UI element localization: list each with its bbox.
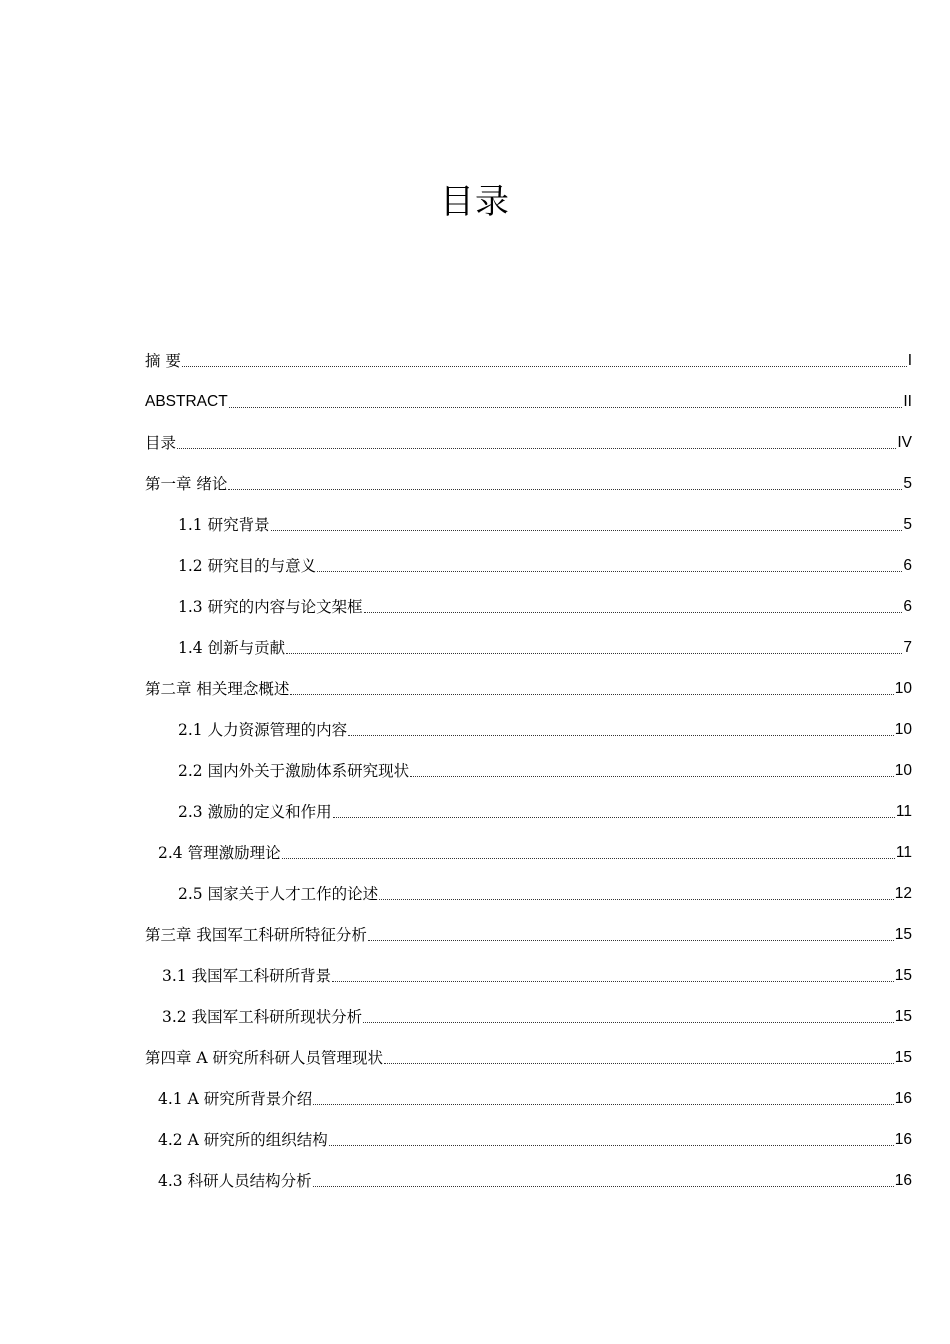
toc-entry-page: 15 — [894, 1049, 912, 1066]
toc-entry-page: 15 — [894, 967, 912, 984]
toc-entry[interactable] — [178, 865, 912, 905]
toc-entry-label: 2.5 国家关于人才工作的论述 — [178, 885, 379, 903]
toc-entry-page: I — [907, 352, 912, 369]
toc-leader — [282, 858, 895, 859]
toc-entry-label: 摘 要 — [145, 352, 181, 370]
toc-entry[interactable] — [162, 988, 912, 1028]
toc-entry[interactable] — [158, 824, 912, 864]
toc-entry[interactable] — [158, 1111, 912, 1151]
toc-leader — [333, 817, 895, 818]
toc-entry-label: 4.1 A 研究所背景介绍 — [158, 1090, 313, 1108]
toc-leader — [364, 612, 903, 613]
toc-entry[interactable] — [145, 660, 912, 700]
toc-entry[interactable] — [145, 1029, 912, 1069]
toc-entry-label: 2.3 激励的定义和作用 — [178, 803, 332, 821]
toc-leader — [332, 981, 894, 982]
toc-entry-page: 6 — [903, 598, 912, 615]
toc-entry-label: 1.2 研究目的与意义 — [178, 557, 317, 575]
toc-entry-label: 第三章 我国军工科研所特征分析 — [145, 926, 367, 944]
toc-leader — [313, 1186, 894, 1187]
toc-entry-page: 15 — [894, 1008, 912, 1025]
toc-entry-page: 16 — [894, 1090, 912, 1107]
toc-entry[interactable] — [178, 496, 912, 536]
toc-entry-label: 4.2 A 研究所的组织结构 — [158, 1131, 328, 1149]
toc-entry[interactable] — [178, 701, 912, 741]
toc-entry-label: 2.4 管理激励理论 — [158, 844, 281, 862]
toc-entry-label: ABSTRACT — [145, 393, 228, 410]
toc-entry[interactable] — [145, 332, 912, 372]
toc-entry-label: 3.1 我国军工科研所背景 — [162, 967, 332, 985]
toc-entry-label: 2.2 国内外关于激励体系研究现状 — [178, 762, 410, 780]
toc-entry-label: 目录 — [145, 434, 177, 452]
toc-leader — [384, 1063, 894, 1064]
toc-entry[interactable] — [145, 455, 912, 495]
toc-leader — [290, 694, 893, 695]
toc-entry-page: 12 — [894, 885, 912, 902]
toc-entry-page: 5 — [903, 475, 912, 492]
toc-entry-page: 6 — [903, 557, 912, 574]
toc-entry-page: 11 — [895, 803, 912, 820]
toc-entry-label: 1.1 研究背景 — [178, 516, 270, 534]
toc-entry-label: 2.1 人力资源管理的内容 — [178, 721, 348, 739]
toc-entry[interactable] — [145, 414, 912, 454]
toc-entry[interactable] — [178, 783, 912, 823]
toc-leader — [410, 776, 894, 777]
toc-leader — [348, 735, 894, 736]
toc-entry-page: 10 — [894, 721, 912, 738]
toc-leader — [313, 1104, 894, 1105]
toc-leader — [182, 366, 907, 367]
toc-entry-page: 15 — [894, 926, 912, 943]
toc-entry[interactable] — [178, 537, 912, 577]
toc-title: 目录 — [440, 182, 510, 222]
toc-entry-page: 16 — [894, 1172, 912, 1189]
toc-entry[interactable] — [145, 373, 912, 413]
toc-entry[interactable] — [162, 947, 912, 987]
toc-entry[interactable] — [158, 1152, 912, 1192]
toc-entry[interactable] — [145, 906, 912, 946]
toc-entry-label: 3.2 我国军工科研所现状分析 — [162, 1008, 363, 1026]
toc-entry-label: 第一章 绪论 — [145, 475, 228, 493]
toc-entry-label: 1.3 研究的内容与论文架框 — [178, 598, 363, 616]
toc-entry[interactable] — [178, 742, 912, 782]
toc-leader — [329, 1145, 894, 1146]
toc-entry-page: 11 — [895, 844, 912, 861]
toc-entry-page: 7 — [903, 639, 912, 656]
toc-entry-page: II — [903, 393, 912, 410]
toc-entry-label: 第四章 A 研究所科研人员管理现状 — [145, 1049, 384, 1067]
toc-entry-page: 5 — [903, 516, 912, 533]
toc-leader — [363, 1022, 894, 1023]
toc-entry[interactable] — [158, 1070, 912, 1110]
toc-leader — [229, 407, 903, 408]
toc-leader — [368, 940, 894, 941]
toc-leader — [317, 571, 902, 572]
toc-leader — [177, 448, 896, 449]
toc-leader — [379, 899, 894, 900]
toc-entry-page: 10 — [894, 680, 912, 697]
toc-leader — [228, 489, 902, 490]
toc-entry-page: IV — [897, 434, 912, 451]
toc-entry-label: 1.4 创新与贡献 — [178, 639, 286, 657]
toc-entry-label: 第二章 相关理念概述 — [145, 680, 290, 698]
toc-entry[interactable] — [178, 619, 912, 659]
toc-entry-page: 10 — [894, 762, 912, 779]
toc-leader — [286, 653, 902, 654]
toc-leader — [271, 530, 903, 531]
toc-entry-page: 16 — [894, 1131, 912, 1148]
toc-entry-label: 4.3 科研人员结构分析 — [158, 1172, 312, 1190]
toc-entry[interactable] — [178, 578, 912, 618]
